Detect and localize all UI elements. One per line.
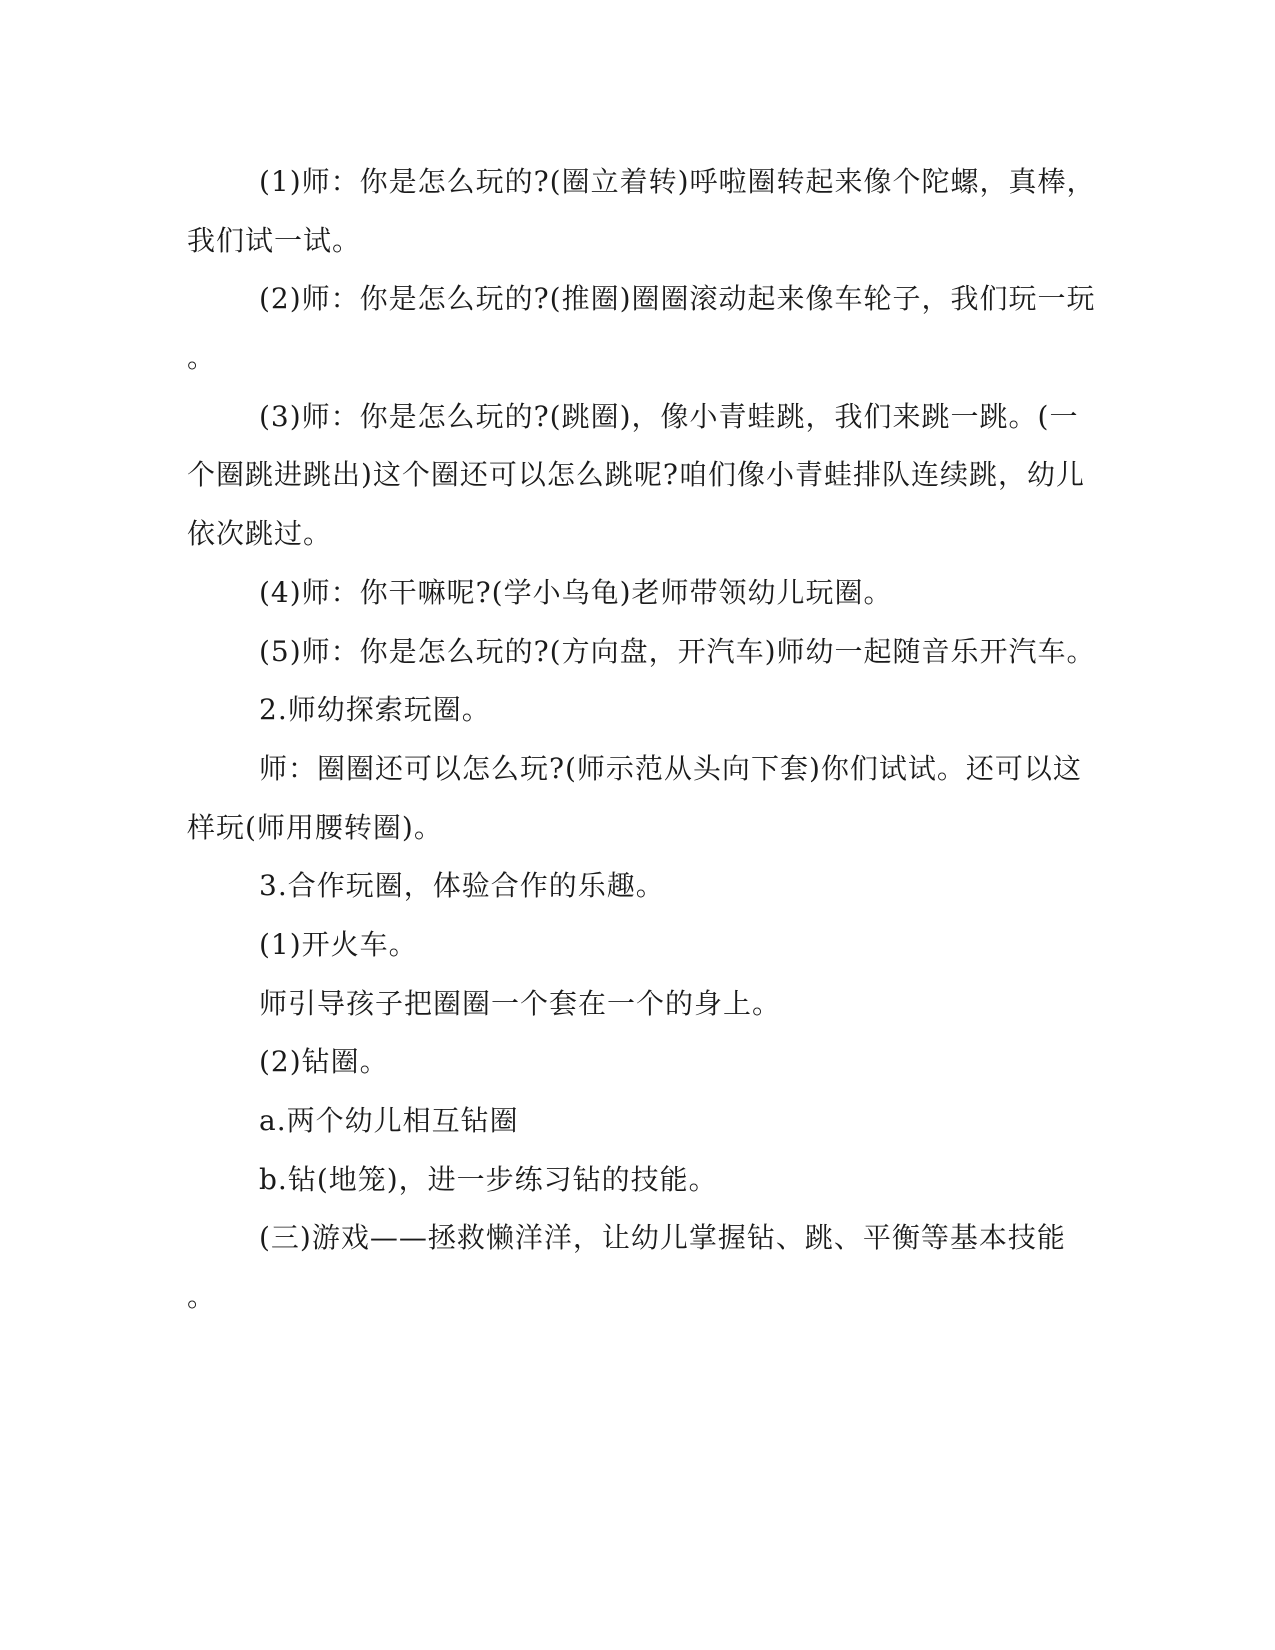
paragraph-line: (5)师：你是怎么玩的?(方向盘，开汽车)师幼一起随音乐开汽车。 xyxy=(259,635,1096,668)
paragraph-line: 。 xyxy=(187,341,217,374)
paragraph-line: 3.合作玩圈，体验合作的乐趣。 xyxy=(259,869,665,902)
paragraph-line: 师引导孩子把圈圈一个套在一个的身上。 xyxy=(259,987,782,1020)
paragraph-line: 2.师幼探索玩圈。 xyxy=(259,693,491,726)
paragraph-line: (2)钻圈。 xyxy=(259,1045,389,1078)
paragraph-line: a.两个幼儿相互钻圈 xyxy=(259,1104,519,1137)
paragraph-line: 样玩(师用腰转圈)。 xyxy=(187,811,443,844)
paragraph-line: 师：圈圈还可以怎么玩?(师示范从头向下套)你们试试。还可以这 xyxy=(259,752,1082,785)
paragraph-line: (1)师：你是怎么玩的?(圈立着转)呼啦圈转起来像个陀螺，真棒， xyxy=(259,165,1096,198)
paragraph-line: b.钻(地笼)，进一步练习钻的技能。 xyxy=(259,1163,718,1196)
paragraph-line: 依次跳过。 xyxy=(187,517,333,550)
paragraph-line: (4)师：你干嘛呢?(学小乌龟)老师带领幼儿玩圈。 xyxy=(259,576,893,609)
paragraph-line: 个圈跳进跳出)这个圈还可以怎么跳呢?咱们像小青蛙排队连续跳，幼儿 xyxy=(187,458,1085,491)
paragraph-line: (三)游戏——拯救懒洋洋，让幼儿掌握钻、跳、平衡等基本技能 xyxy=(259,1221,1066,1254)
paragraph-line: (3)师：你是怎么玩的?(跳圈)，像小青蛙跳，我们来跳一跳。(一 xyxy=(259,400,1079,433)
paragraph-line: 我们试一试。 xyxy=(187,224,362,257)
paragraph-line: 。 xyxy=(187,1280,217,1313)
paragraph-line: (1)开火车。 xyxy=(259,928,418,961)
paragraph-line: (2)师：你是怎么玩的?(推圈)圈圈滚动起来像车轮子，我们玩一玩 xyxy=(259,282,1096,315)
